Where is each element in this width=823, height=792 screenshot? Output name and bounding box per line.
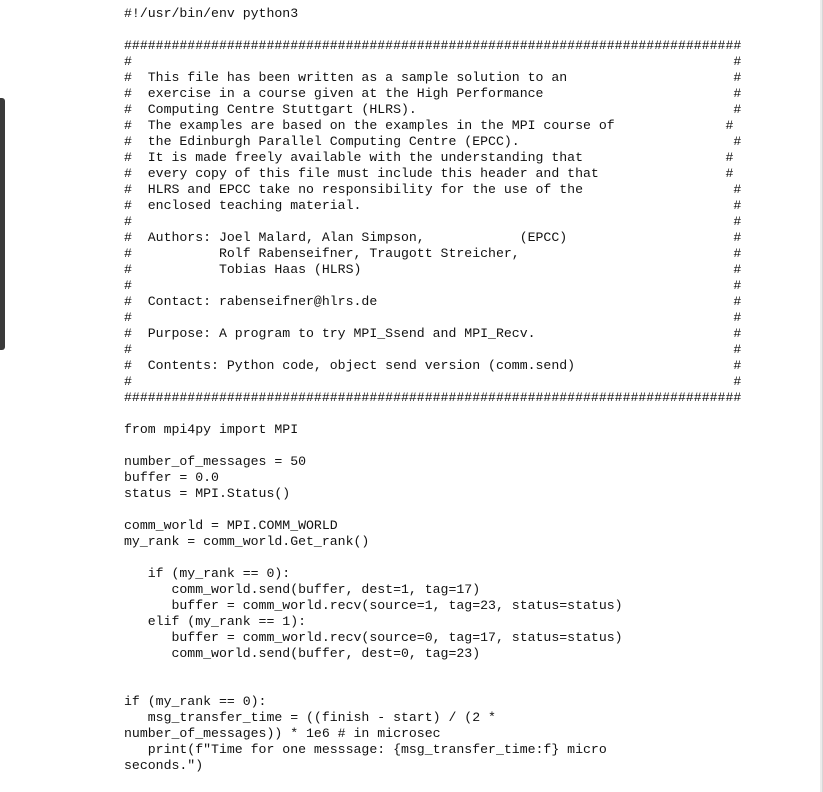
code-line: print(f"Time for one messsage: {msg_transfer_time:f} micro: [124, 742, 607, 757]
code-line: # Purpose: A program to try MPI_Ssend and MPI_Recv. #: [124, 326, 742, 341]
scrollbar-thumb[interactable]: [0, 98, 5, 350]
code-line: from mpi4py import MPI: [124, 422, 299, 437]
code-line: buffer = comm_world.recv(source=0, tag=17, status=status): [124, 630, 623, 645]
code-line: # #: [124, 310, 742, 325]
code-line: if (my_rank == 0):: [124, 694, 267, 709]
code-line: # the Edinburgh Parallel Computing Centre (EPCC). #: [124, 134, 742, 149]
code-line: # The examples are based on the examples in the MPI course of #: [124, 118, 734, 133]
code-line: number_of_messages = 50: [124, 454, 307, 469]
code-line: # #: [124, 278, 742, 293]
code-line: [124, 438, 741, 454]
code-line: # Computing Centre Stuttgart (HLRS). #: [124, 102, 742, 117]
code-line: # #: [124, 54, 742, 69]
code-line: [124, 22, 741, 38]
code-line: # #: [124, 214, 742, 229]
code-line: ##############################################################################: [124, 390, 742, 405]
code-line: seconds."): [124, 758, 204, 773]
code-line: # Rolf Rabenseifner, Traugott Streicher, #: [124, 246, 742, 261]
code-line: buffer = 0.0: [124, 470, 219, 485]
code-line: comm_world = MPI.COMM_WORLD: [124, 518, 338, 533]
code-line: # HLRS and EPCC take no responsibility for the use of the #: [124, 182, 742, 197]
code-line: comm_world.send(buffer, dest=0, tag=23): [124, 646, 481, 661]
code-line: [124, 550, 741, 566]
code-line: comm_world.send(buffer, dest=1, tag=17): [124, 582, 481, 597]
code-line: # Tobias Haas (HLRS) #: [124, 262, 742, 277]
code-line: # exercise in a course given at the High Performance #: [124, 86, 742, 101]
code-line: # enclosed teaching material. #: [124, 198, 742, 213]
code-line: # Authors: Joel Malard, Alan Simpson, (EPCC) #: [124, 230, 742, 245]
code-line: #!/usr/bin/env python3: [124, 6, 299, 21]
code-line: number_of_messages)) * 1e6 # in microsec: [124, 726, 441, 741]
code-line: elif (my_rank == 1):: [124, 614, 307, 629]
code-line: # Contents: Python code, object send version (comm.send) #: [124, 358, 742, 373]
code-line: buffer = comm_world.recv(source=1, tag=23, status=status): [124, 598, 623, 613]
code-line: # every copy of this file must include this header and that #: [124, 166, 734, 181]
code-line: msg_transfer_time = ((finish - start) / (2 *: [124, 710, 496, 725]
code-line: [124, 406, 741, 422]
code-line: # #: [124, 342, 742, 357]
code-line: # Contact: rabenseifner@hlrs.de #: [124, 294, 742, 309]
code-line: my_rank = comm_world.Get_rank(): [124, 534, 370, 549]
code-line: ##############################################################################: [124, 38, 742, 53]
code-line: # This file has been written as a sample solution to an #: [124, 70, 742, 85]
code-line: # It is made freely available with the understanding that #: [124, 150, 734, 165]
source-code-block: [124, 6, 741, 774]
code-line: [124, 662, 741, 678]
code-line: if (my_rank == 0):: [124, 566, 291, 581]
code-line: status = MPI.Status(): [124, 486, 291, 501]
code-line: [124, 502, 741, 518]
code-line: # #: [124, 374, 742, 389]
code-line: [124, 678, 741, 694]
